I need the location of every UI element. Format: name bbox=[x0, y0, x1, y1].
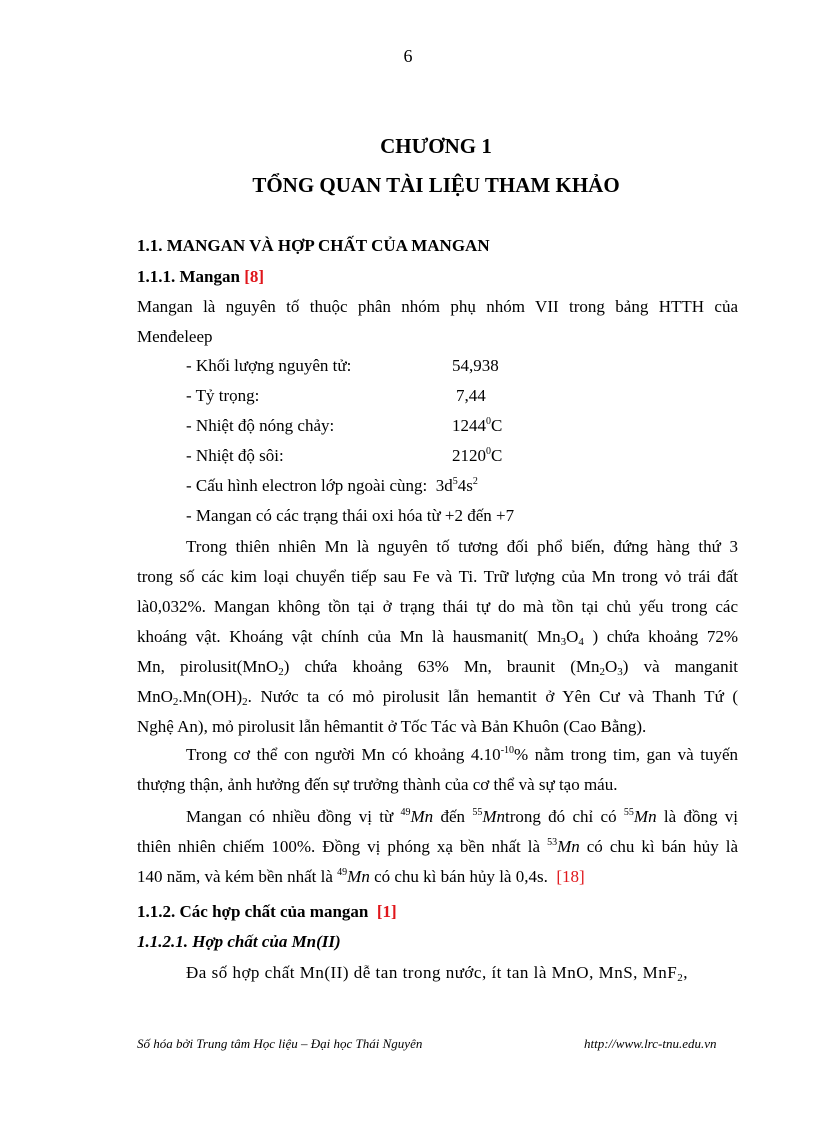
para3-l1-a: Mangan có nhiều đồng vị từ bbox=[186, 807, 401, 826]
para1-l5-sub2: 2 bbox=[599, 666, 605, 678]
para1-l6-c: . Nước ta có mỏ pirolusit lẫn hemantit ở Yên Cư và Thanh Tứ ( bbox=[247, 687, 738, 706]
footer-url[interactable]: http://www.lrc-tnu.edu.vn bbox=[584, 1036, 717, 1051]
property-oxidation-states: - Mangan có các trạng thái oxi hóa từ +2 đến +7 bbox=[186, 506, 515, 525]
property-electron-config bbox=[186, 476, 478, 496]
para4-line-1 bbox=[186, 958, 688, 988]
isotope-49-sup: 49 bbox=[400, 807, 411, 818]
property-value-atomic-mass: 54,938 bbox=[452, 356, 499, 375]
para1-l6-a: MnO bbox=[137, 687, 173, 706]
config-3d-sup: 5 bbox=[452, 476, 458, 487]
isotope-55-sup: 55 bbox=[472, 807, 483, 818]
para4-sub: 2 bbox=[677, 972, 684, 984]
para1-l5-b: ) chứa khoảng 63% Mn, braunit (Mn bbox=[283, 657, 600, 676]
para1-line-2: trong số các kim loại chuyển tiếp sau Fe và Ti. Trữ lượng của Mn trong vỏ trái đất bbox=[137, 567, 738, 586]
para1-l5-sub3: 3 bbox=[617, 666, 623, 678]
para1-l6-b: .Mn(OH) bbox=[178, 687, 243, 706]
config-4s-sup: 2 bbox=[472, 476, 478, 487]
config-4s: 4s bbox=[457, 476, 473, 495]
section-heading-1-1: 1.1. MANGAN VÀ HỢP CHẤT CỦA MANGAN bbox=[137, 236, 490, 255]
property-label-melting-point: - Nhiệt độ nóng chảy: bbox=[186, 416, 335, 435]
para1-l4-c: ) chứa khoảng 72% bbox=[583, 627, 738, 646]
para4-b: , bbox=[683, 963, 688, 982]
para1-l5-d: ) và manganit bbox=[622, 657, 739, 676]
isotope-53-sup: 53 bbox=[547, 837, 558, 848]
para3-l2-b: có chu kì bán hủy là bbox=[579, 837, 738, 856]
para3-line-2 bbox=[137, 832, 738, 862]
para3-l1-d: là đồng vị bbox=[656, 807, 738, 826]
para1-line-6 bbox=[137, 682, 738, 712]
para2-l1-sup: -10 bbox=[500, 745, 515, 756]
property-value-boiling-point bbox=[452, 446, 502, 466]
section-heading-1-1-2-text: 1.1.2. Các hợp chất của mangan bbox=[137, 902, 369, 921]
property-label-boiling-point: - Nhiệt độ sôi: bbox=[186, 446, 284, 465]
melting-unit: C bbox=[491, 416, 503, 435]
para1-l4-a: khoáng vật. Khoáng vật chính của Mn là hausmanit( Mn bbox=[137, 627, 561, 646]
isotope-49-symbol-2: Mn bbox=[347, 867, 370, 886]
property-value-melting-point bbox=[452, 416, 502, 436]
citation-1[interactable]: [1] bbox=[376, 902, 397, 921]
config-label: - Cấu hình electron lớp ngoài cùng: bbox=[186, 476, 428, 495]
intro-line-1: Mangan là nguyên tố thuộc phân nhóm phụ nhóm VII trong bảng HTTH của bbox=[137, 297, 738, 316]
para1-l6-sub1: 2 bbox=[172, 696, 179, 708]
para3-l2-a: thiên nhiên chiếm 100%. Đồng vị phóng xạ bền nhất là bbox=[137, 837, 548, 856]
para4-a: Đa số hợp chất Mn(II) dễ tan trong nước, ít tan là MnO, MnS, MnF bbox=[186, 963, 678, 982]
para1-l4-sub2: 4 bbox=[578, 636, 584, 648]
footer-left: Số hóa bởi Trung tâm Học liệu – Đại học Thái Nguyên bbox=[137, 1036, 423, 1051]
para1-line-4 bbox=[137, 622, 738, 652]
config-3d: 3d bbox=[435, 476, 453, 495]
melting-value: 1244 bbox=[452, 416, 486, 435]
boiling-value: 2120 bbox=[452, 446, 486, 465]
isotope-55-symbol: Mn bbox=[482, 807, 505, 826]
para1-l6-sub2: 2 bbox=[242, 696, 248, 708]
para3-l3-b: có chu kì bán hủy là 0,4s. bbox=[369, 867, 548, 886]
citation-18[interactable]: [18] bbox=[556, 867, 585, 886]
para3-l1-c: trong đó chỉ có bbox=[505, 807, 624, 826]
isotope-49-sup-2: 49 bbox=[337, 867, 348, 878]
property-label-atomic-mass: - Khối lượng nguyên tử: bbox=[186, 356, 352, 375]
para2-l1-a: Trong cơ thể con người Mn có khoảng 4.10 bbox=[186, 745, 501, 764]
para1-line-7: Nghệ An), mỏ pirolusit lẫn hêmantit ở Tốc Tác và Bản Khuôn (Cao Bằng). bbox=[137, 717, 647, 736]
boiling-degree: 0 bbox=[486, 446, 491, 457]
intro-line-2: Menđeleep bbox=[137, 327, 213, 346]
section-heading-1-1-1-text: 1.1.1. Mangan bbox=[137, 267, 240, 286]
isotope-55-sup-2: 55 bbox=[623, 807, 634, 818]
para2-line-1 bbox=[186, 740, 738, 770]
para1-l5-a: Mn, pirolusit(MnO bbox=[137, 657, 279, 676]
isotope-53-symbol: Mn bbox=[557, 837, 580, 856]
section-heading-1-1-1 bbox=[137, 267, 264, 287]
citation-8[interactable]: [8] bbox=[244, 267, 265, 286]
para1-line-5 bbox=[137, 652, 738, 682]
para1-l5-c: O bbox=[605, 657, 618, 676]
para1-l4-b: O bbox=[566, 627, 579, 646]
property-value-density: 7,44 bbox=[456, 386, 486, 405]
para3-line-3 bbox=[137, 862, 585, 892]
para3-line-1 bbox=[186, 802, 738, 832]
para3-l1-b: đến bbox=[433, 807, 473, 826]
para2-l1-b: % nằm trong tim, gan và tuyến bbox=[514, 745, 738, 764]
para1-l4-sub1: 3 bbox=[560, 636, 567, 648]
para1-l5-sub1: 2 bbox=[278, 666, 284, 678]
section-heading-1-1-2 bbox=[137, 902, 397, 922]
para1-line-3: là0,032%. Mangan không tồn tại ở trạng thái tự do mà tồn tại chủ yếu trong các bbox=[137, 597, 738, 616]
section-heading-1-1-2-1: 1.1.2.1. Hợp chất của Mn(II) bbox=[137, 932, 341, 951]
chapter-number: CHƯƠNG 1 bbox=[380, 134, 492, 158]
para3-l3-a: 140 năm, và kém bền nhất là bbox=[137, 867, 338, 886]
page-number: 6 bbox=[403, 46, 413, 66]
para1-line-1: Trong thiên nhiên Mn là nguyên tố tương đối phổ biến, đứng hàng thứ 3 bbox=[186, 537, 738, 556]
isotope-49-symbol: Mn bbox=[410, 807, 434, 826]
isotope-55-symbol-2: Mn bbox=[633, 807, 657, 826]
chapter-title: TỔNG QUAN TÀI LIỆU THAM KHẢO bbox=[252, 173, 620, 197]
property-label-density: - Tỷ trọng: bbox=[186, 386, 260, 405]
boiling-unit: C bbox=[491, 446, 503, 465]
para2-line-2: thượng thận, ảnh hưởng đến sự trưởng thành của cơ thể và sự tạo máu. bbox=[137, 775, 618, 794]
melting-degree: 0 bbox=[486, 416, 491, 427]
